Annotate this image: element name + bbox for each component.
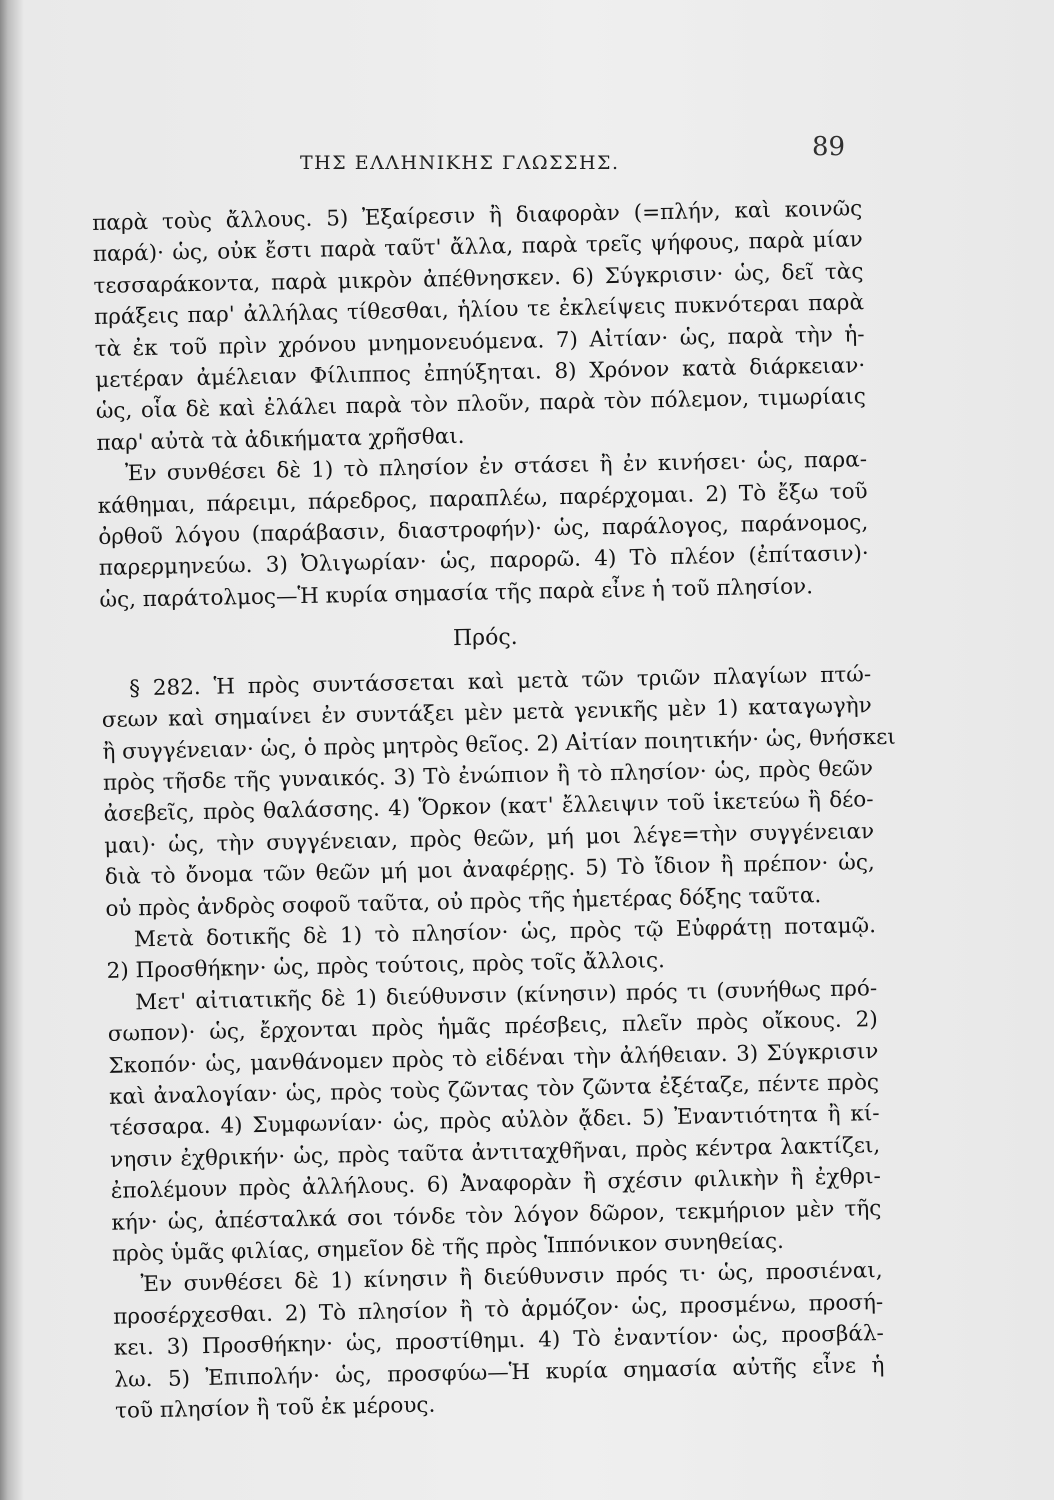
text-line: τοῦ πλησίον ἢ τοῦ ἐκ μέρους. bbox=[114, 1392, 436, 1424]
text-line: Μετὰ δοτικῆς δὲ 1) τὸ πλησίον· ὡς, πρὸς τῷ Εὐφράτῃ ποταμῷ. bbox=[133, 913, 877, 953]
text-line: πρὸς τῆσδε τῆς γυναικός. 3) Τὸ ἐνώπιον ἢ τὸ πλησίον· ὡς, πρὸς θεῶν bbox=[102, 756, 874, 796]
page-number: 89 bbox=[812, 132, 846, 162]
text-line: παρ' αὐτὰ τὰ ἀδικήματα χρῆσθαι. bbox=[96, 423, 465, 456]
text-line: σωπον)· ὡς, ἔρχονται πρὸς ἡμᾶς πρέσβεις, πλεῖν πρὸς οἴκους. 2) bbox=[107, 1007, 878, 1048]
text-line: κάθημαι, πάρειμι, πάρεδρος, παραπλέω, παρέρχομαι. 2) Τὸ ἔξω τοῦ bbox=[97, 478, 868, 519]
text-line: οὐ πρὸς ἀνδρὸς σοφοῦ ταῦτα, οὐ πρὸς τῆς ἡμετέρας δόξης ταῦτα. bbox=[105, 882, 822, 922]
text-line: προσέρχεσθαι. 2) Τὸ πλησίον ἢ τὸ ἁρμόζον· ὡς, προσμένω, προσή- bbox=[113, 1289, 884, 1330]
text-line: παρὰ τοὺς ἄλλους. 5) Ἐξαίρεσιν ἢ διαφορὰν (=πλήν, καὶ κοινῶς bbox=[92, 196, 863, 236]
text-line: ἐπολέμουν πρὸς ἀλλήλους. 6) Ἀναφορὰν ἢ σχέσιν φιλικὴν ἢ ἐχθρι- bbox=[110, 1164, 881, 1205]
text-line: § 282. Ἡ πρὸς συντάσσεται καὶ μετὰ τῶν τριῶν πλαγίων πτώ- bbox=[128, 661, 872, 702]
text-line: τεσσαράκοντα, παρὰ μικρὸν ἀπέθνησκεν. 6) Σύγκρισιν· ὡς, δεῖ τὰς bbox=[93, 259, 864, 299]
text-line: τέσσαρα. 4) Συμφωνίαν· ὡς, πρὸς αὐλὸν ᾄδει. 5) Ἐναντιότητα ἢ κί- bbox=[109, 1101, 880, 1142]
text-line: μετέραν ἀμέλειαν Φίλιππος ἐπηύξηται. 8) Χρόνον κατὰ διάρκειαν· bbox=[95, 353, 866, 393]
text-line: διὰ τὸ ὄνομα τῶν θεῶν μή μοι ἀναφέρῃς. 5) Τὸ ἴδιον ἢ πρέπον· ὡς, bbox=[104, 850, 875, 890]
body-text bbox=[92, 193, 896, 1427]
section-title: Πρός. bbox=[452, 625, 518, 652]
text-line: ὀρθοῦ λόγου (παράβασιν, διαστροφήν)· ὡς, παράλογος, παράνομος, bbox=[98, 510, 869, 550]
text-line: ἢ συγγένειαν· ὡς, ὁ πρὸς μητρὸς θεῖος. 2) Αἰτίαν ποιητικήν· ὡς, θνήσκει bbox=[102, 724, 896, 765]
text-line: καὶ ἀναλογίαν· ὡς, πρὸς τοὺς ζῶντας τὸν ζῶντα ἐξέταζε, πέντε πρὸς bbox=[108, 1070, 880, 1110]
running-head: ΤΗΣ ΕΛΛΗΝΙΚΗΣ ΓΛΩΣΣΗΣ. bbox=[300, 152, 620, 174]
text-line: νησιν ἐχθρικήν· ὡς, πρὸς ταῦτα ἀντιταχθῆναι, πρὸς κέντρα λακτίζει, bbox=[110, 1132, 881, 1173]
text-line: παρά)· ὡς, οὐκ ἔστι παρὰ ταῦτ' ἄλλα, παρὰ τρεῖς ψήφους, παρὰ μίαν bbox=[92, 227, 863, 268]
text-line: μαι)· ὡς, τὴν συγγένειαν, πρὸς θεῶν, μή μοι λέγε=τὴν συγγένειαν bbox=[104, 818, 875, 859]
text-line: κει. 3) Προσθήκην· ὡς, προστίθημι. 4) Τὸ ἐναντίον· ὡς, προσβάλ- bbox=[113, 1321, 884, 1362]
text-line: σεων καὶ σημαίνει ἐν συντάξει μὲν μετὰ γενικῆς μὲν 1) καταγωγὴν bbox=[101, 693, 872, 733]
text-line: πρὸς ὑμᾶς φιλίας, σημεῖον δὲ τῆς πρὸς Ἱππόνικον συνηθείας. bbox=[111, 1228, 785, 1267]
text-line: πράξεις παρ' ἀλλήλας τίθεσθαι, ἡλίου τε ἐκλείψεις πυκνότεραι παρὰ bbox=[93, 290, 865, 331]
text-line: Ἐν συνθέσει δὲ 1) τὸ πλησίον ἐν στάσει ἢ ἐν κινήσει· ὡς, παρα- bbox=[124, 447, 868, 487]
text-line: Ἐν συνθέσει δὲ 1) κίνησιν ἢ διεύθυνσιν πρός τι· ὡς, προσιέναι, bbox=[140, 1258, 883, 1298]
text-line: ὡς, οἷα δὲ καὶ ἐλάλει παρὰ τὸν πλοῦν, παρὰ τὸν πόλεμον, τιμωρίαις bbox=[95, 384, 867, 425]
text-line: λω. 5) Ἐπιπολήν· ὡς, προσφύω—Ἡ κυρία σημασία αὐτῆς εἶνε ἡ bbox=[114, 1352, 885, 1393]
text-line: 2) Προσθήκην· ὡς, πρὸς τούτοις, πρὸς τοῖς ἄλλοις. bbox=[106, 948, 666, 985]
text-line: ὡς, παράτολμος—Ἡ κυρία σημασία τῆς παρὰ εἶνε ἡ τοῦ πλησίον. bbox=[99, 574, 814, 613]
text-line: Σκοπόν· ὡς, μανθάνομεν πρὸς τὸ εἰδέναι τὴν ἀλήθειαν. 3) Σύγκρισιν bbox=[108, 1038, 879, 1079]
text-line: παρερμηνεύω. 3) Ὀλιγωρίαν· ὡς, παρορῶ. 4) Τὸ πλέον (ἐπίτασιν)· bbox=[98, 541, 870, 582]
text-line: τὰ ἐκ τοῦ πρὶν χρόνου μνημονευόμενα. 7) Αἰτίαν· ὡς, παρὰ τὴν ἡ- bbox=[94, 321, 865, 362]
text-line: κήν· ὡς, ἀπέσταλκά σοι τόνδε τὸν λόγον δῶρον, τεκμήριον μὲν τῆς bbox=[111, 1195, 882, 1236]
text-line: ἀσεβεῖς, πρὸς θαλάσσης. 4) Ὅρκον (κατ' ἔλλειψιν τοῦ ἱκετεύω ἢ δέο- bbox=[103, 787, 874, 828]
text-line: Μετ' αἰτιατικῆς δὲ 1) διεύθυνσιν (κίνησιν) πρός τι (συνήθως πρό- bbox=[135, 975, 878, 1016]
